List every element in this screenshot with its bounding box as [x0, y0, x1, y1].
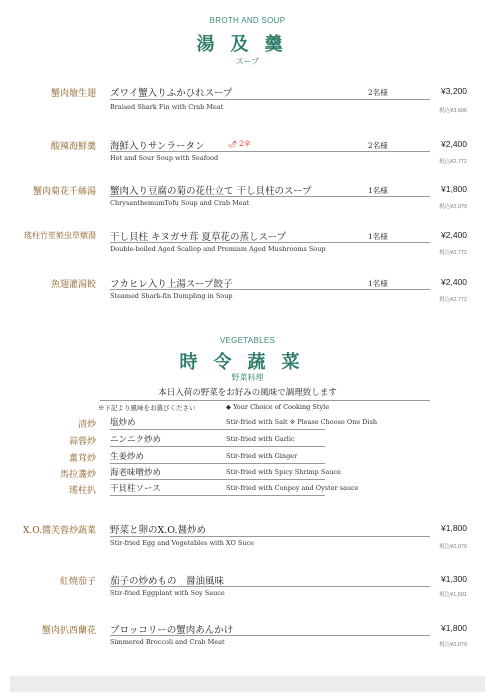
item-qty: 2名様	[368, 141, 388, 150]
divider	[110, 536, 430, 537]
soup-section-cn-title: 湯及羹	[196, 34, 299, 55]
style-cn: 蒜蓉炒	[68, 437, 96, 447]
divider	[110, 429, 325, 430]
item-price: ¥3,200	[441, 86, 467, 96]
item-jp-name: 海鮮入りサンラータン	[110, 141, 205, 152]
divider	[110, 289, 430, 290]
style-en: Stir-fried with Conpoy and Oyster sauce	[226, 484, 359, 492]
item-cn-name: 蟹肉扒西蘭花	[41, 626, 96, 636]
divider	[110, 463, 325, 464]
style-cn: 馬拉盞炒	[59, 470, 96, 480]
item-cn-name: X.O.醬芙蓉炒蔬菜	[23, 526, 96, 536]
style-cn: 瑤柱扒	[68, 486, 96, 496]
style-cn: 薑茸炒	[68, 454, 96, 464]
item-cn-name: 酸辣海鮮羹	[50, 142, 96, 152]
item-cn-name: 蟹肉燴生翅	[50, 89, 96, 99]
item-price: ¥1,800	[441, 623, 467, 633]
item-jp-name: 茄子の炒めもの 醤油風味	[110, 576, 225, 587]
item-qty: 1名様	[368, 232, 388, 241]
item-price: ¥1,300	[441, 574, 467, 584]
item-cn-name: 蟹肉菊花千絲湯	[32, 187, 96, 197]
item-tax-price: 税込¥3,696	[439, 108, 467, 114]
soup-section-jp-title: スープ	[235, 57, 260, 66]
item-en-name: Simmered Broccoli and Crab Meat	[110, 638, 225, 646]
item-en-name: Double-boiled Aged Scallop and Premiam Aged Mushrooms Soup	[110, 245, 326, 253]
divider	[110, 495, 325, 496]
veg-section-cn-title: 時令蔬菜	[179, 352, 316, 373]
style-jp: 干貝柱ソース	[110, 484, 161, 494]
item-en-name: Hot and Sour Soup with Seafood	[110, 154, 219, 162]
footer-bar	[10, 676, 485, 692]
style-en: Stir-fried with Ginger	[226, 452, 298, 460]
style-jp: 海老味噌炒め	[110, 468, 162, 478]
item-jp-name: 野菜と卵のX.O.醤炒め	[110, 525, 207, 536]
item-tax-price: 税込¥2,772	[439, 159, 467, 165]
divider	[100, 400, 430, 401]
veg-section-en-title: VEGETABLES	[219, 336, 276, 345]
item-tax-price: 税込¥2,079	[439, 544, 467, 550]
item-jp-name: 蟹肉入り豆腐の菊の花仕立て 干し貝柱のスープ	[110, 186, 312, 197]
item-tax-price: 税込¥1,501	[439, 592, 467, 598]
item-cn-name: 瑤柱竹笙姫虫草燉湯	[24, 231, 96, 240]
item-tax-price: 税込¥2,079	[439, 204, 467, 210]
item-en-name: Stir-fried Egg and Vegetables with XO Suce	[110, 539, 255, 547]
item-price: ¥2,400	[441, 277, 467, 287]
chili-spice-level: 🌶 2辛	[228, 140, 251, 148]
item-jp-name: フカヒレ入り上湯スープ餃子	[110, 279, 233, 290]
item-jp-name: ブロッコリーの蟹肉あんかけ	[110, 625, 234, 636]
style-note-en: ◆ Your Choice of Cooking Style	[226, 403, 330, 411]
divider	[110, 151, 430, 152]
item-cn-name: 魚翅灌湯餃	[50, 280, 96, 290]
divider	[110, 635, 430, 636]
item-qty: 2名様	[368, 88, 388, 97]
soup-section-en-title: BROTH AND SOUP	[209, 16, 286, 25]
item-en-name: Braised Shark Fin with Crab Meat	[110, 103, 224, 111]
style-jp: 生姜炒め	[110, 452, 145, 462]
divider	[110, 242, 430, 243]
item-price: ¥2,400	[441, 139, 467, 149]
veg-intro: 本日入荷の野菜をお好みの風味で調理致します	[158, 388, 337, 398]
item-tax-price: 税込¥2,079	[439, 642, 467, 648]
divider	[110, 196, 430, 197]
item-en-name: ChrysanthemumTofu Soup and Crab Meat	[110, 199, 250, 207]
item-tax-price: 税込¥2,772	[439, 250, 467, 256]
divider	[110, 586, 430, 587]
item-price: ¥1,800	[441, 523, 467, 533]
style-jp: ニンニク炒め	[110, 435, 162, 445]
style-en: Stir-fried with Garlic	[226, 435, 295, 443]
veg-section-jp-title: 野菜料理	[231, 373, 264, 382]
item-qty: 1名様	[368, 186, 388, 195]
item-cn-name: 紅燒茄子	[59, 577, 96, 587]
item-en-name: Stir-fried Eggplant with Soy Sauce	[110, 589, 225, 597]
divider	[110, 479, 325, 480]
item-price: ¥2,400	[441, 230, 467, 240]
item-en-name: Steamed Shark-fin Dumpling in Soup	[110, 292, 233, 300]
item-tax-price: 税込¥2,772	[439, 297, 467, 303]
item-jp-name: 干し貝柱 キヌガサ茸 夏草花の蒸しスープ	[110, 232, 286, 243]
style-cn: 清炒	[77, 420, 96, 430]
style-note-jp: ※下記より風味をお選びください	[98, 404, 196, 412]
style-jp: 塩炒め	[110, 418, 136, 428]
item-jp-name: ズワイ蟹入りふかひれスープ	[110, 88, 233, 99]
divider	[110, 99, 430, 100]
item-qty: 1名様	[368, 279, 388, 288]
style-en: Stir-fried with Spicy Shrimp Sauce	[226, 468, 341, 476]
item-price: ¥1,800	[441, 184, 467, 194]
divider	[110, 446, 325, 447]
style-en: Stir-fried with Salt ※ Please Choose One Dish	[226, 418, 378, 426]
